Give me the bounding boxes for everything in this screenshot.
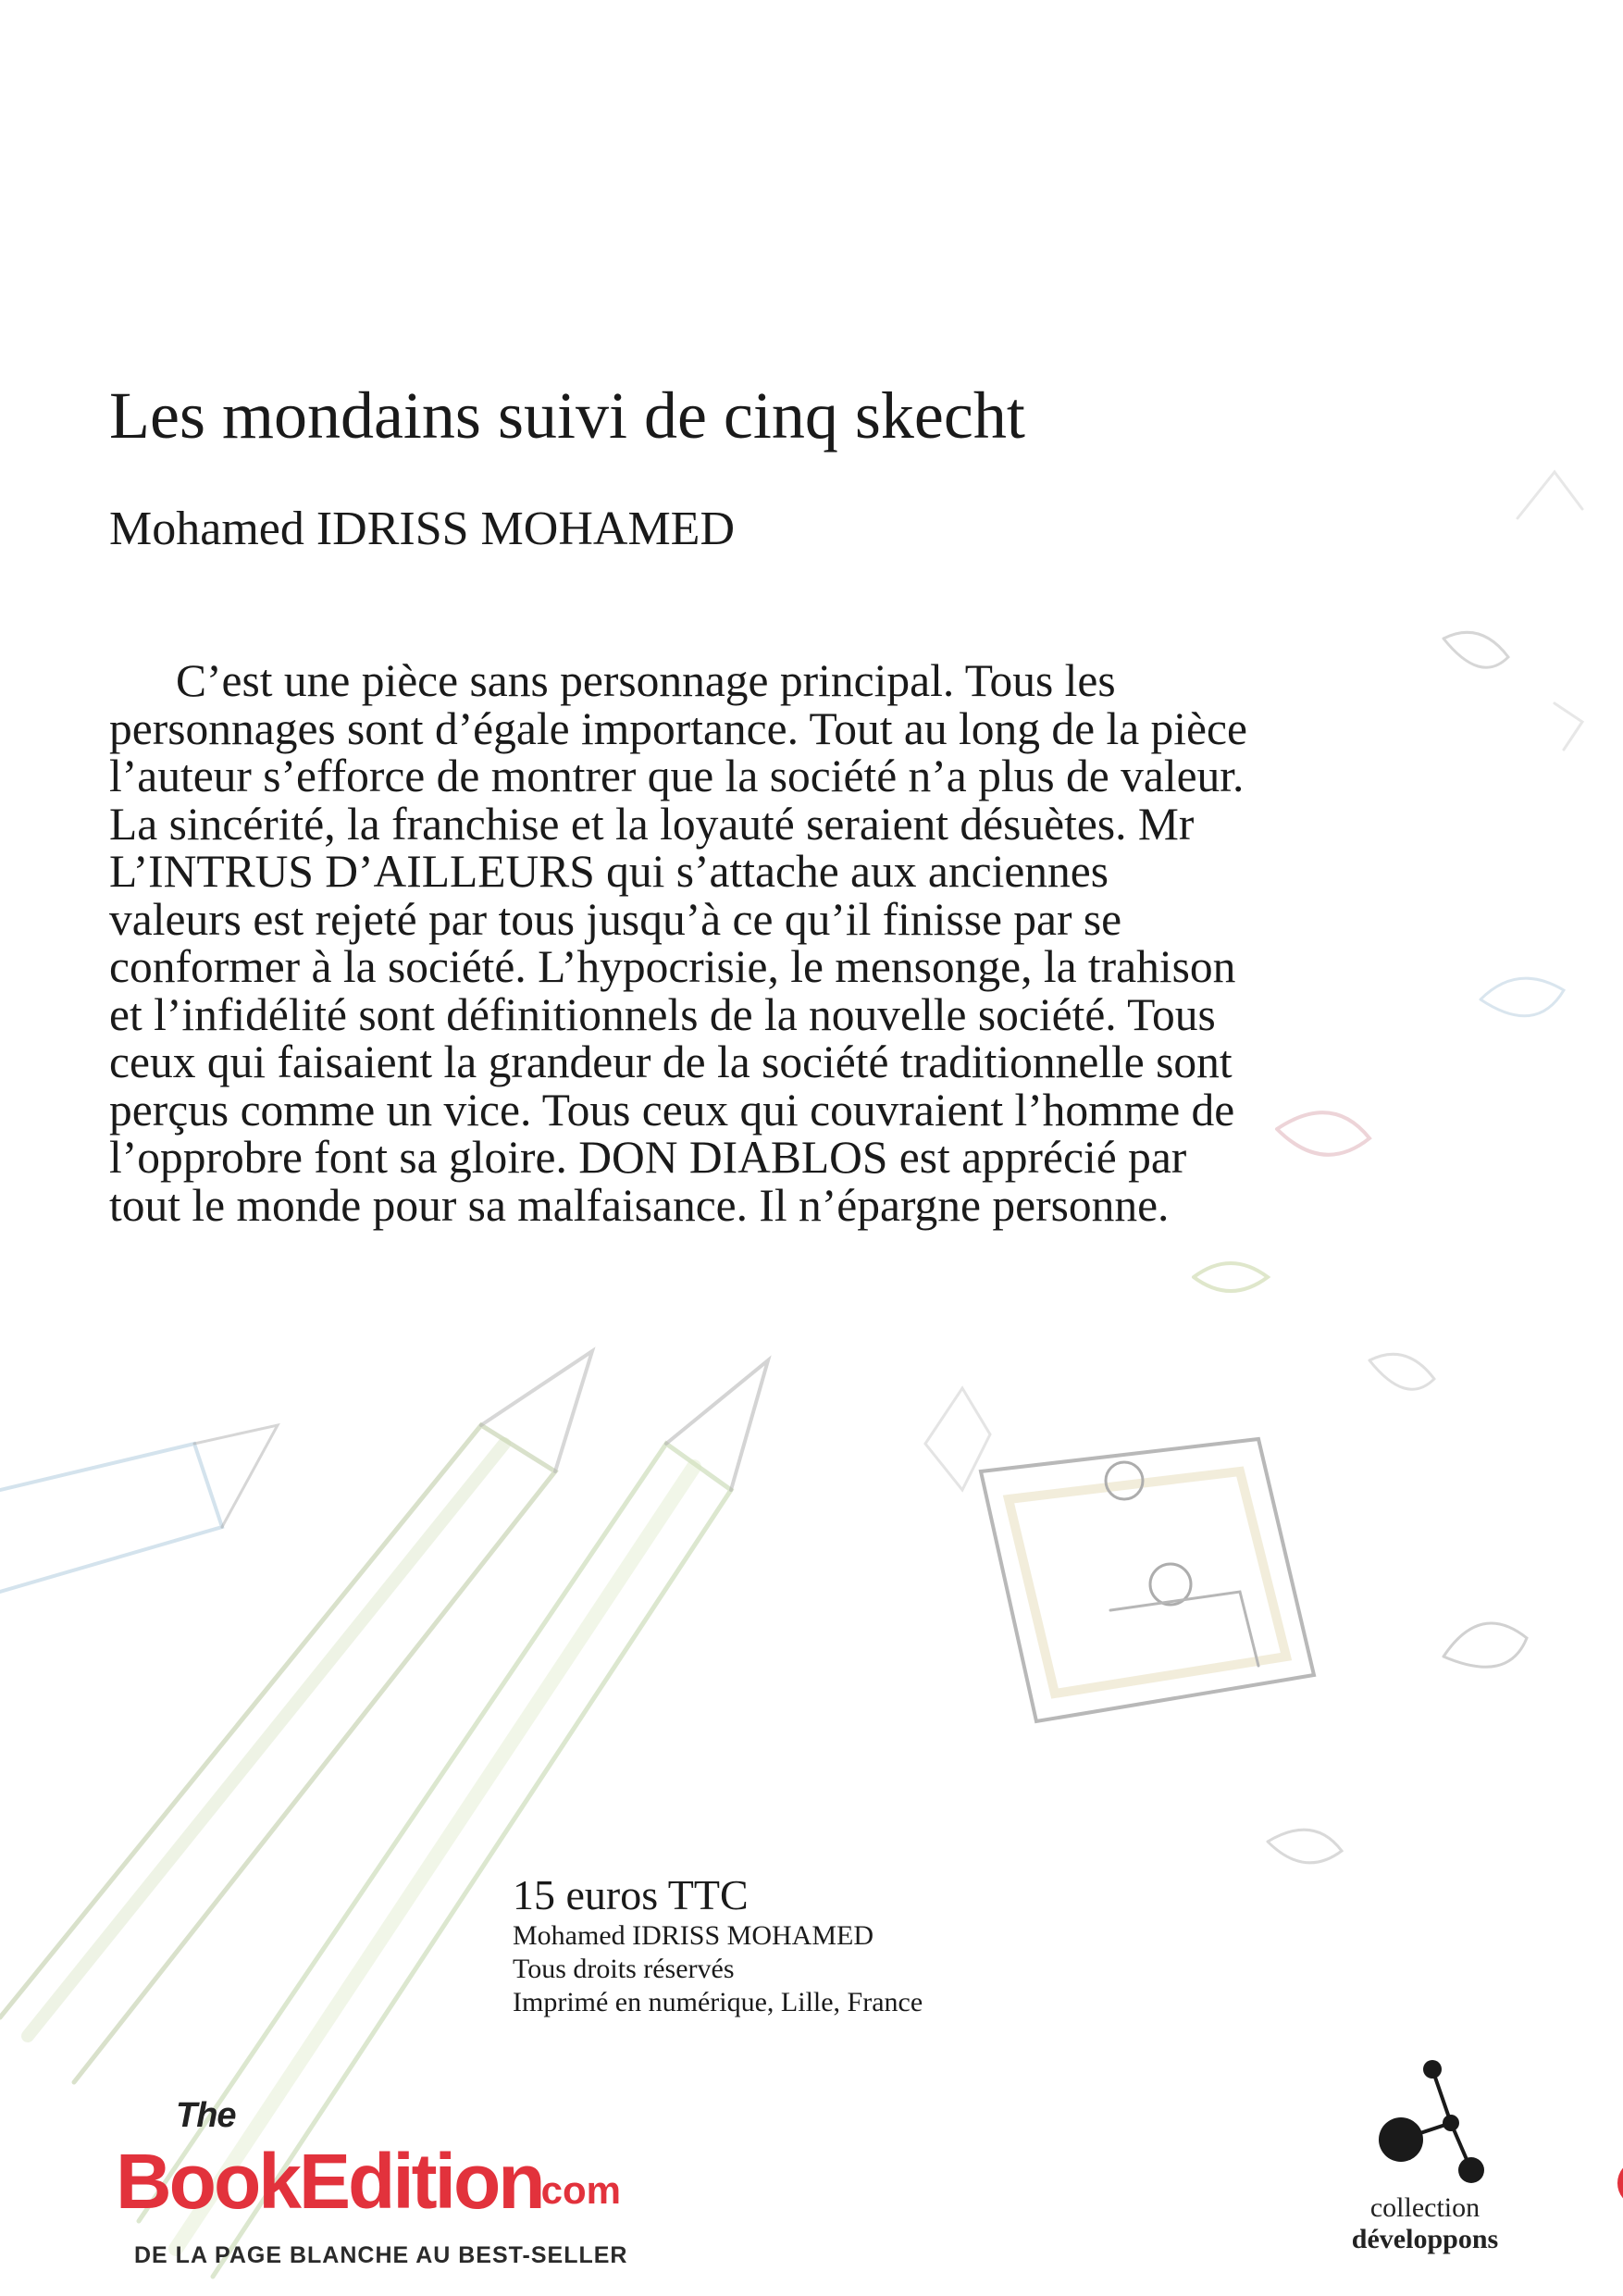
printing-info: Imprimé en numérique, Lille, France (513, 1987, 923, 2017)
book-author: Mohamed IDRISS MOHAMED (109, 503, 735, 555)
price: 15 euros TTC (513, 1871, 749, 1918)
publisher-tagline: DE LA PAGE BLANCHE AU BEST-SELLER (134, 2242, 628, 2268)
publisher-logo-the: The (176, 2096, 236, 2135)
collection-name: développons (1351, 2224, 1499, 2254)
colophon (513, 1871, 923, 2019)
rights-notice: Tous droits réservés (513, 1954, 735, 1984)
pencil-left-sketch (0, 1425, 555, 2082)
book-title: Les mondains suivi de cinq skecht (109, 379, 1025, 453)
collection-logo (1323, 2054, 1527, 2267)
publisher-logo-name: BookEdition (116, 2138, 543, 2225)
sharpener-sketch (981, 1439, 1314, 1721)
publisher-logo-domain: .com (530, 2168, 622, 2212)
publisher-logo (116, 2096, 652, 2288)
back-cover-blurb: C’est une pièce sans personnage principal. Tous les personnages sont d’égale importance. Tout au long de la pièce l’auteur s’efforce de montrer que la société n’a plus de valeur. La sincérité, la franchise et la loyauté seraient désuètes. Mr L’INTRUS D’AILLEURS qui s’attache aux anciennes valeurs est rejeté par tous jusqu’à ce qu’il finisse par se conformer à la société. L’hypocrisie, le mensonge, la trahison et l’infidélité sont définitionnels de la nouvelle société. Tous ceux qui faisaient la grandeur de la société traditionnelle sont perçus comme un vice. Tous ceux qui couvraient l’homme de l’opprobre font sa gloire. DON DIABLOS est apprécié par tout le monde pour sa malfaisance. Il n’épargne personne. (109, 655, 1247, 1231)
rights-holder: Mohamed IDRISS MOHAMED (513, 1920, 873, 1951)
collection-label: collection (1369, 2192, 1481, 2223)
molecule-icon (1323, 2054, 1527, 2193)
